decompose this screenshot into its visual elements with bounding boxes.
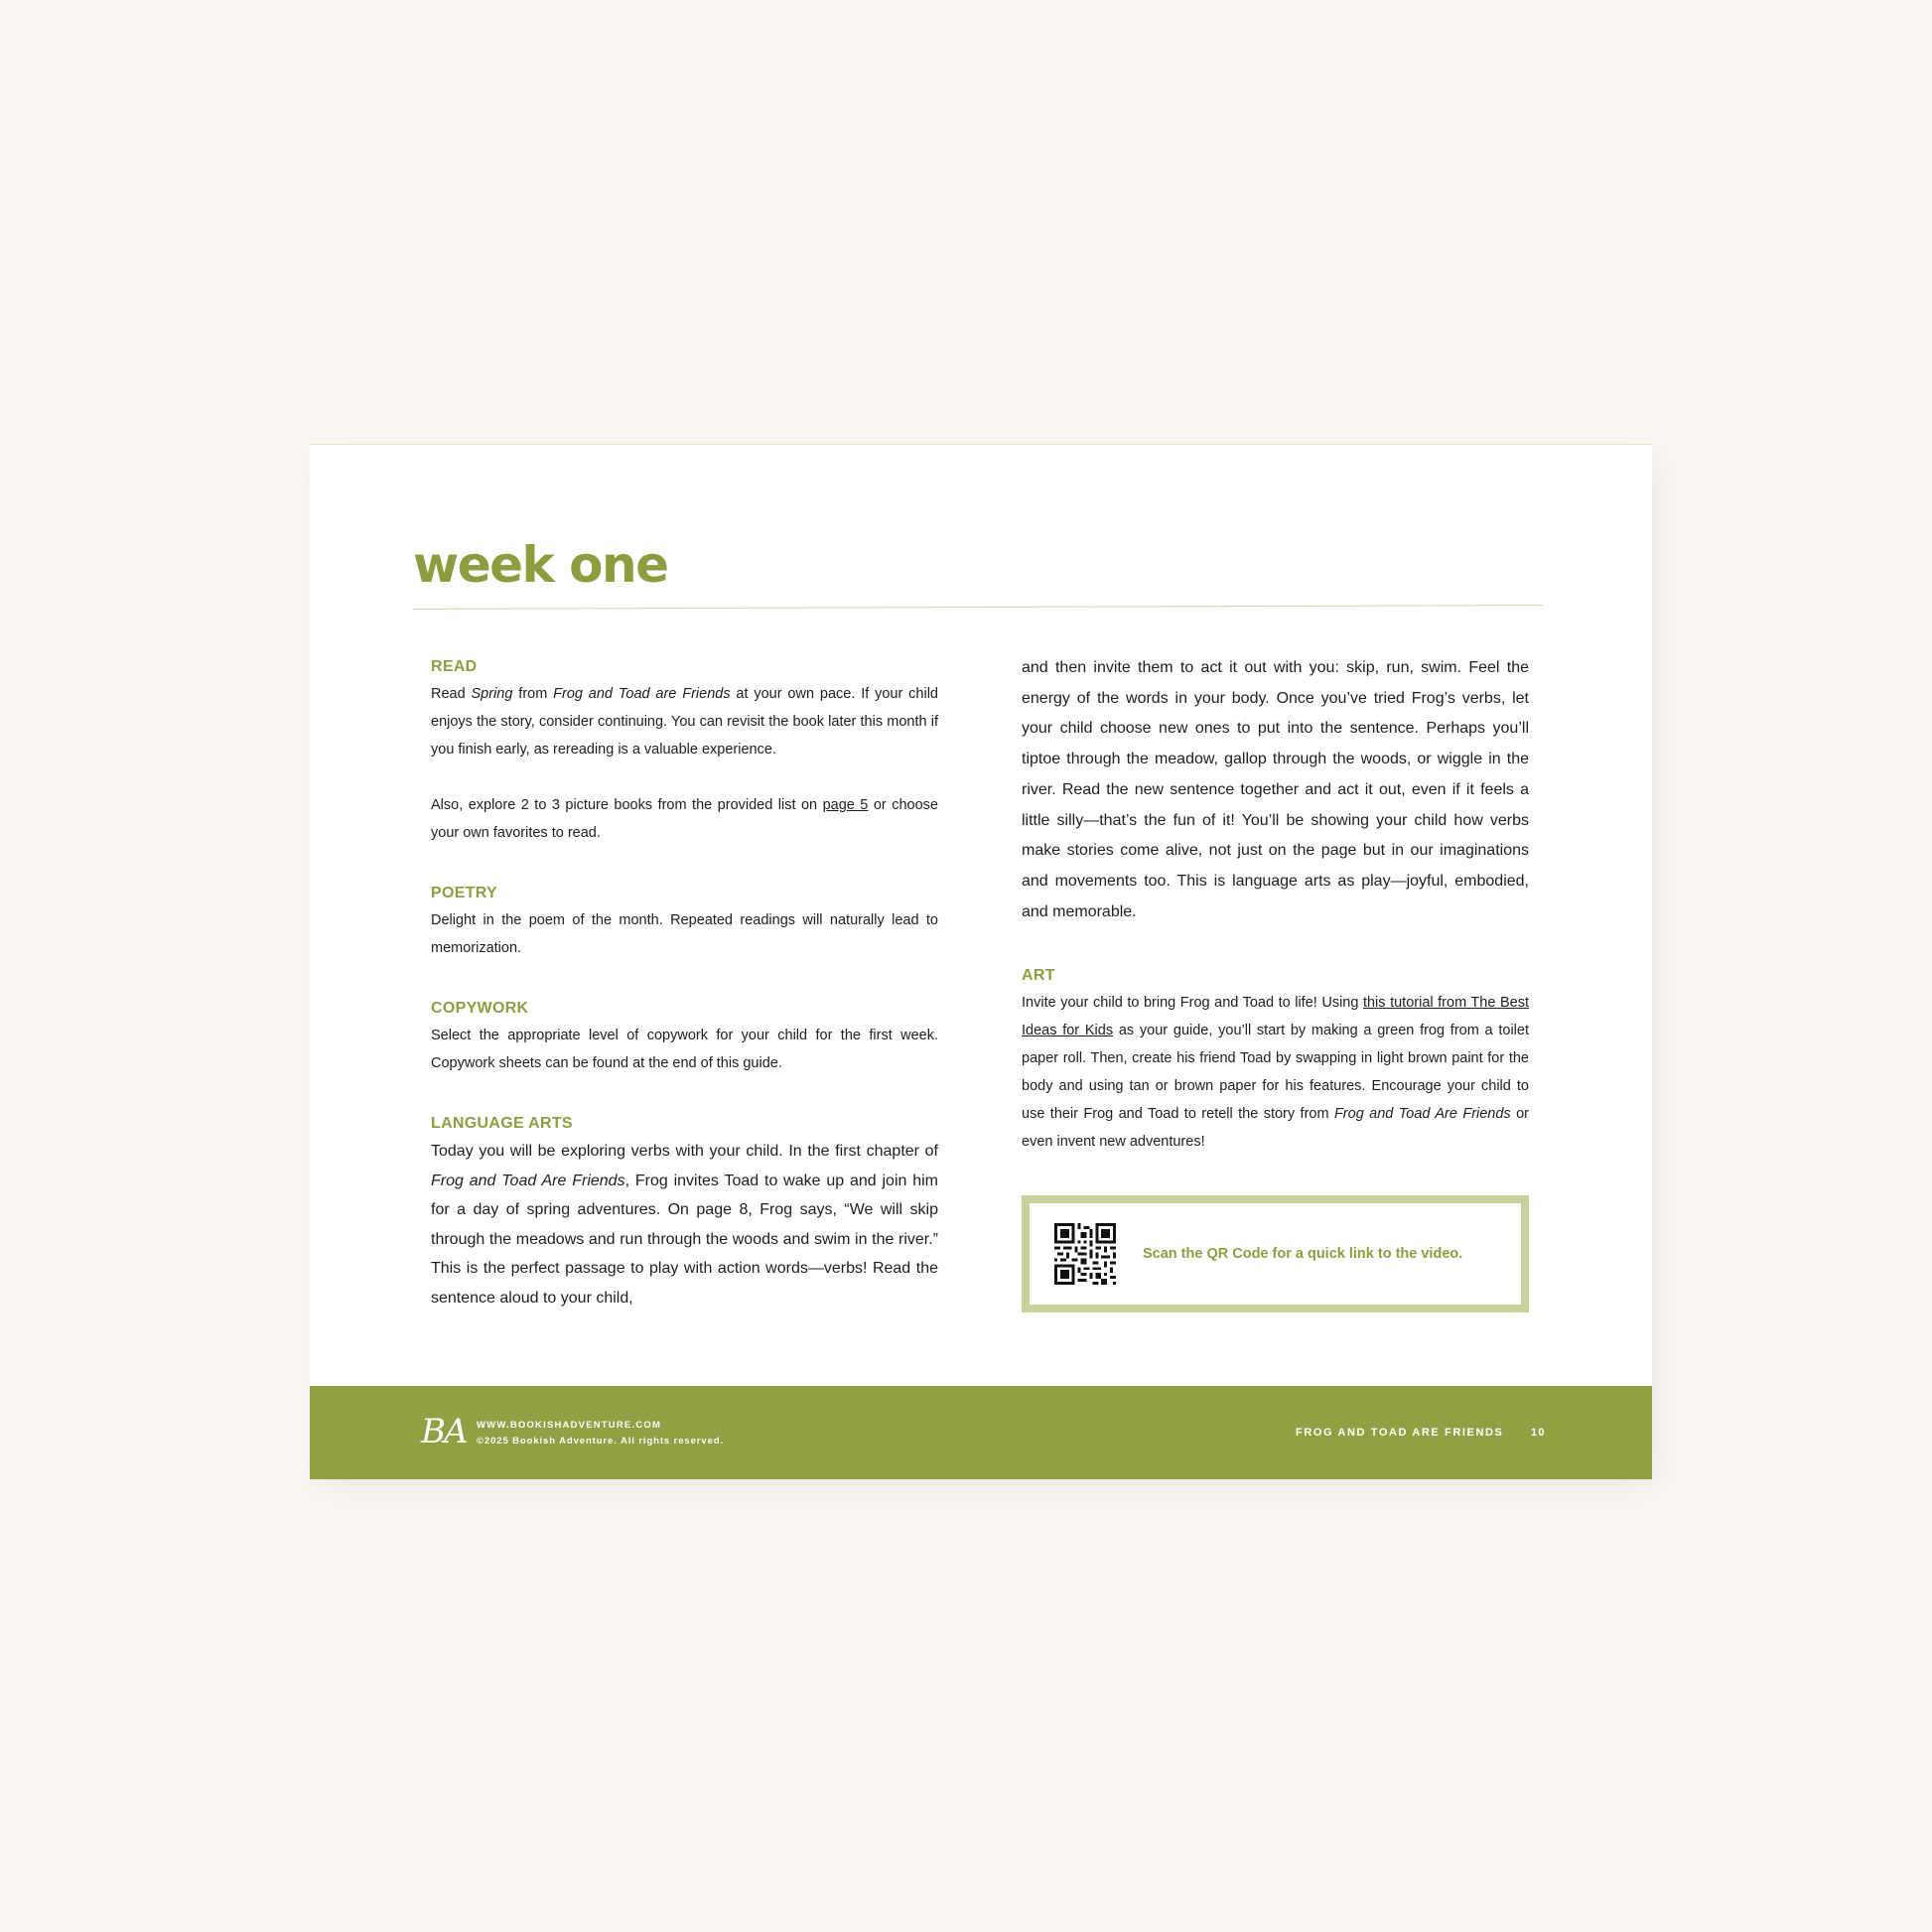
read-heading: READ <box>431 658 478 675</box>
page-number: 10 <box>1531 1427 1546 1439</box>
qr-callout <box>1022 1195 1529 1312</box>
qr-code-icon[interactable] <box>1054 1223 1116 1285</box>
read-section <box>431 656 938 847</box>
language-arts-heading: LANGUAGE ARTS <box>431 1115 573 1132</box>
qr-caption: Scan the QR Code for a quick link to the video. <box>1143 1246 1463 1263</box>
tutorial-link[interactable]: this tutorial from The Best Ideas for Kids <box>1022 995 1529 1039</box>
read-paragraph-1: Read Spring from Frog and Toad are Friends at your own pace. If your child enjoys the story, consider continuing. You can revisit the book later this month if you finish early, as rereading is a valuable experience. <box>431 686 938 758</box>
page-footer <box>310 1386 1652 1479</box>
read-paragraph-2: Also, explore 2 to 3 picture books from the provided list on page 5 or choose your own favorites to read. <box>431 797 938 841</box>
copywork-paragraph: Select the appropriate level of copywork for your child for the first week. Copywork sheets can be found at the end of this guide. <box>431 1028 938 1071</box>
book-title-frog-and-toad: Frog and Toad are Friends <box>553 686 731 702</box>
copywork-heading: COPYWORK <box>431 1000 529 1017</box>
poetry-section <box>431 883 938 962</box>
book-title-spring: Spring <box>471 686 513 702</box>
book-title-frog-and-toad: Frog and Toad Are Friends <box>431 1172 625 1189</box>
website-url[interactable]: WWW.BOOKISHADVENTURE.COM <box>477 1420 662 1431</box>
art-paragraph: Invite your child to bring Frog and Toad to life! Using this tutorial from The Best Ideas for Kids as your guide, you’ll start by making a green frog from a toilet paper roll. Then, create his friend Toad by swapping in light brown paint for the body and using tan or brown paper for his features. Encourage your child to use their Frog and Toad to retell the story from Frog and Toad Are Friends or even invent new adventures! <box>1022 995 1529 1151</box>
art-section <box>1022 965 1529 1156</box>
poetry-heading: POETRY <box>431 885 497 901</box>
art-heading: ART <box>1022 967 1055 985</box>
footer-book-title: FROG AND TOAD ARE FRIENDS <box>1296 1427 1504 1439</box>
poetry-paragraph: Delight in the poem of the month. Repeated readings will naturally lead to memorization. <box>431 912 938 956</box>
copyright-notice: ©2025 Bookish Adventure. All rights reserved. <box>477 1436 725 1447</box>
language-arts-continued: and then invite them to act it out with you: skip, run, swim. Feel the energy of the words in your body. Once you’ve tried Frog’s verbs, let your child choose new ones to put into the sentence. Perhaps you’ll tiptoe through the meadow, gallop through the woods, or wiggle in the river. Read the new sentence together and act it out, even if it feels a little silly—that’s the fun of it! You’ll be showing your child how verbs make stories come alive, not just on the page but in our imaginations and movements too. This is language arts as play—joyful, embodied, and memorable. <box>1022 659 1529 920</box>
title-divider <box>413 605 1543 610</box>
copywork-section <box>431 998 938 1077</box>
guide-page <box>310 444 1652 1479</box>
book-title-frog-and-toad: Frog and Toad Are Friends <box>1333 1106 1511 1123</box>
language-arts-section <box>431 1113 938 1313</box>
left-column <box>431 656 938 1313</box>
language-arts-paragraph: Today you will be exploring verbs with your child. In the first chapter of Frog and Toad Are Friends, Frog invites Toad to wake up and join him for a day of spring adventures. On page 8, Frog says, “We will skip through the meadows and run through the woods and swim in the river.” This is the perfect passage to play with action words—verbs! Read the sentence aloud to your child, <box>431 1143 939 1307</box>
right-column <box>1022 656 1529 1312</box>
page-title: week one <box>413 536 668 594</box>
page-5-link[interactable]: page 5 <box>822 797 869 813</box>
bookish-adventure-logo: BA <box>421 1412 467 1451</box>
